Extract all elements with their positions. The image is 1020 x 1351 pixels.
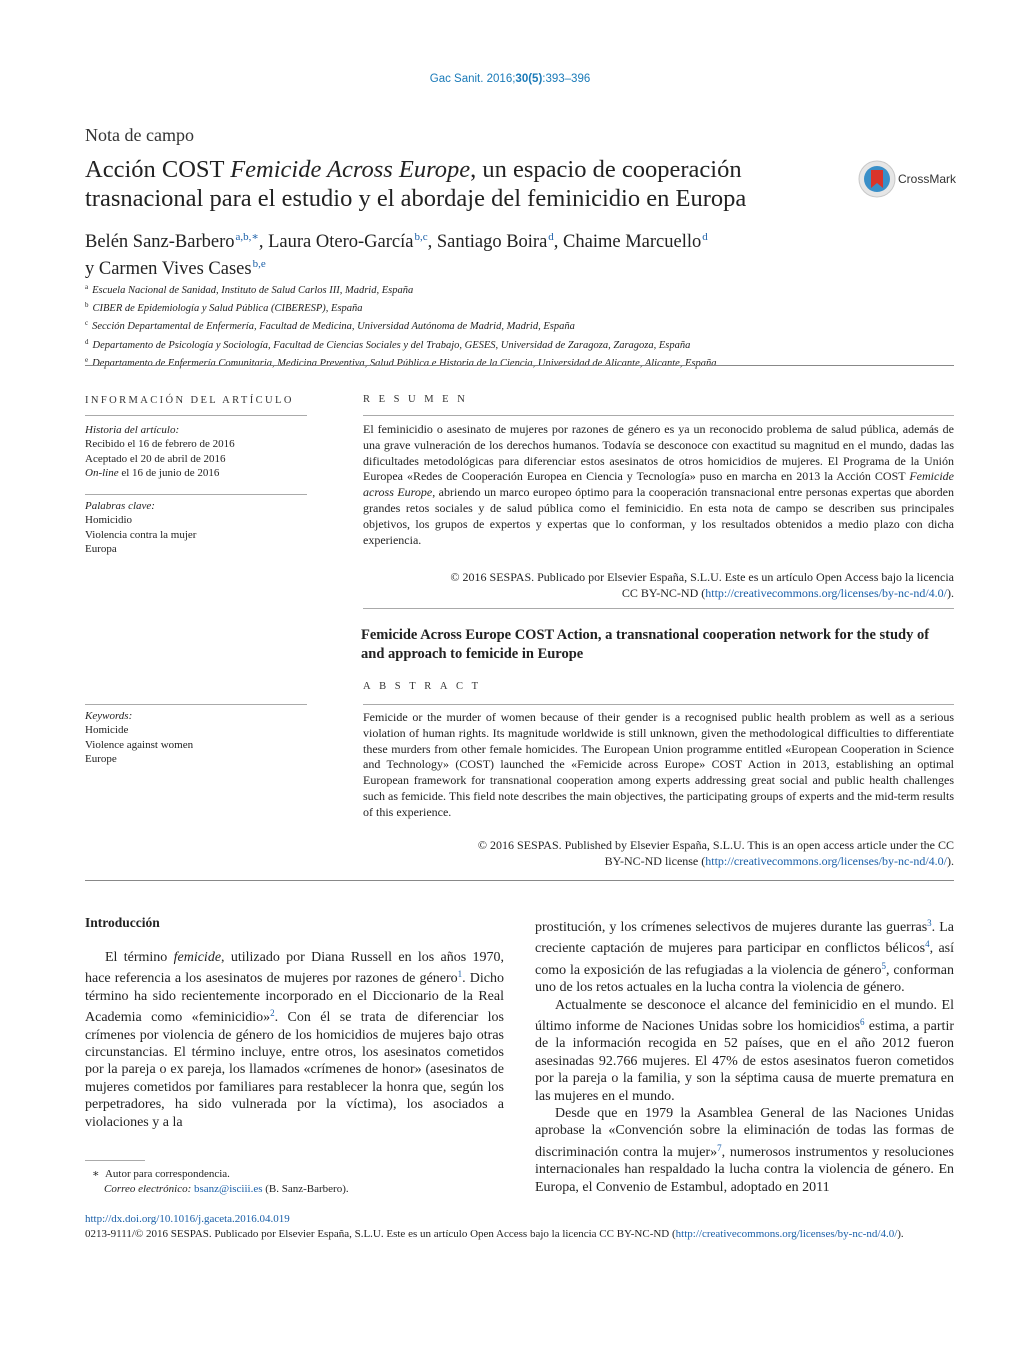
citation-ref[interactable]: 3 <box>927 918 932 928</box>
license-link[interactable]: http://creativecommons.org/licenses/by-nc-nd/4.0/ <box>705 853 947 868</box>
author-affiliation-marker[interactable]: a,b,∗ <box>235 231 259 243</box>
crossmark-icon <box>858 160 896 198</box>
intro-left-column: El término femicide, utilizado por Diana Russell en los años 1970, hace referencia a los asesinatos de mujeres por razones de género$^1$. Dicho término ha sido recientemente incorporado en el Diccionario de la Real Academia como «feminicidio»$^2$. Con él se trata de diferenciar los crímenes por violencia de género de los homicidios de mujeres bajo otras circunstancias. El término incluye, entre otros, los asesinatos cometidos por la pareja o ex pareja, los llamados «crímenes de honor» (asesinatos de mujeres cometidos por familiares para restablecer la honra que, según los perpetradores, ha sido vulnerada por la víctima), los asociados a violaciones y a la <box>85 950 505 1130</box>
online-date: On-line el 16 de junio de 2016 <box>85 467 220 480</box>
citation-ref[interactable]: 2 <box>270 1008 275 1019</box>
affiliation-item: $^e$ Departamento de Enfermería Comunitaria, Medicina Preventiva, Salud Pública e Historia de la Ciencia, Universidad de Alicante, Alicante, España <box>85 355 717 369</box>
intro-right-column: prostitución, y los crímenes selectivos de mujeres durante las guerras$^3$. La creciente captación de mujeres para participar en conflictos bélicos$^4$, así como la exposición de las refugiadas a la violencia de género$^5$, conforman uno de los retos actuales en la lucha contra la violencia de género. Actualmente se desconoce el alcance del feminicidio en el mundo. El último informe de Naciones Unidas sobre los homicidios$^6$ estima, a partir de la información recogida en 52 países, que en el año 2012 fueron asesinadas 92.766 mujeres. El 47% de estos asesinatos fueron cometidos por la pareja o la familia, y son la séptima causa de muerte prematura en las mujeres en el mundo. Desde que en 1979 la Asamblea General de las Naciones Unidas aprobase la «Convención sobre la eliminación de todas las formas de discriminación contra la mujer»$^7$, numerosos instrumentos y resoluciones internacionales han respaldado la lucha contra la violencia de género. En Europa, el Convenio de Estambul, adoptado en 2011 <box>535 918 955 1195</box>
affiliation-item: $^d$ Departamento de Psicología y Sociología, Facultad de Ciencias Sociales y del Trabajo, GESES, Universidad de Zaragoza, Zaragoza, España <box>85 337 691 351</box>
english-title: Femicide Across Europe COST Action, a transnational cooperation network for the study of and approach to femicide in Europe <box>361 627 930 662</box>
author-name: y Carmen Vives Cases <box>85 259 252 279</box>
title-part2: , un espacio de cooperación trasnacional para el estudio y el abordaje del feminicidio en Europa <box>85 156 747 212</box>
received-date: Recibido el 16 de febrero de 2016 <box>85 438 235 451</box>
keyword: Homicidio <box>85 514 133 527</box>
abstract-heading: ABSTRACT <box>363 681 487 692</box>
resumen-heading: RESUMEN <box>363 394 474 405</box>
citation-ref[interactable]: 1 <box>457 969 463 980</box>
title-italic: Femicide Across Europe <box>230 156 471 183</box>
journal-volume: 30 <box>515 73 529 85</box>
affiliation-item: $^a$ Escuela Nacional de Sanidad, Instituto de Salud Carlos III, Madrid, España <box>85 283 414 296</box>
resumen-end-divider <box>363 608 954 609</box>
author-affiliation-marker[interactable]: b,e <box>252 258 266 270</box>
journal-reference[interactable] <box>0 73 1020 85</box>
affiliation-item: $^b$ CIBER de Epidemiología y Salud Pública (CIBERESP), España <box>85 301 363 315</box>
section-label: Nota de campo <box>85 125 194 145</box>
citation-ref[interactable]: 4 <box>925 939 930 950</box>
citation-ref[interactable]: 7 <box>717 1142 722 1153</box>
license-link[interactable]: http://creativecommons.org/licenses/by-nc-nd/4.0/ <box>705 585 947 600</box>
article-history <box>85 423 307 481</box>
journal-prefix: Gac Sanit. 2016; <box>429 73 516 85</box>
affiliations <box>85 280 965 371</box>
author-affiliation-marker[interactable]: b,c <box>414 231 428 243</box>
history-label: Historia del artículo: <box>85 424 180 436</box>
keyword: Homicide <box>85 724 129 737</box>
author-name: Chaime Marcuello <box>563 232 702 252</box>
keywords-es <box>85 499 307 557</box>
correspondence-footnote: ∗ Autor para correspondencia. Correo electrónico: bsanz@isciii.es (B. Sanz-Barbero). <box>92 1168 349 1195</box>
affiliation-item: $^c$ Sección Departamental de Enfermería, Facultad de Medicina, Universidad Autónoma de Madrid, Madrid, España <box>85 319 575 333</box>
accepted-date: Aceptado el 20 de abril de 2016 <box>85 452 226 465</box>
author-name: Santiago Boira <box>436 232 548 252</box>
info-divider <box>85 415 307 416</box>
authors-line-1: Belén Sanz-Barbero$^{a,b,∗}$, Laura Otero-García$^{b,c}$, Santiago Boira$^d$, Chaime Marcuello$^d$ <box>85 231 708 252</box>
author-list <box>85 226 845 280</box>
citation-ref[interactable]: 5 <box>881 960 886 971</box>
header-divider <box>85 365 954 366</box>
keyword: Europe <box>85 753 117 766</box>
keyword: Violence against women <box>85 738 194 751</box>
keywords-en-label: Keywords: <box>85 710 133 722</box>
abstract-divider <box>363 704 954 705</box>
intro-heading: Introducción <box>85 915 160 930</box>
doi-link[interactable]: http://dx.doi.org/10.1016/j.gaceta.2016.04.019 <box>85 1213 290 1225</box>
author-name: Laura Otero-García <box>268 232 414 252</box>
keyword: Violencia contra la mujer <box>85 528 197 541</box>
crossmark-badge[interactable] <box>858 160 958 196</box>
info-divider <box>85 704 307 705</box>
keywords-en <box>85 709 307 767</box>
title-part1: Acción COST <box>85 156 231 183</box>
doi-license-block: http://dx.doi.org/10.1016/j.gaceta.2016.04.019 0213-9111/© 2016 SESPAS. Publicado por Elsevier España, S.L.U. Este es un artículo Open Access bajo la licencia CC BY-NC-ND (http://creativecommons.org/licenses/by-nc-nd/4.0/). <box>85 1213 904 1240</box>
citation-ref[interactable]: 6 <box>859 1017 865 1028</box>
keyword: Europa <box>85 543 117 556</box>
abstract-copyright: © 2016 SESPAS. Published by Elsevier España, S.L.U. This is an open access article under the CC BY-NC-ND license (http://creativecommons.org/licenses/by-nc-nd/4.0/). <box>477 838 954 868</box>
author-affiliation-marker[interactable]: d <box>702 231 708 243</box>
article-title <box>85 155 825 213</box>
keywords-label: Palabras clave: <box>85 500 155 512</box>
resumen-copyright: © 2016 SESPAS. Publicado por Elsevier España, S.L.U. Este es un artículo Open Access bajo la licencia CC BY-NC-ND (http://creativecommons.org/licenses/by-nc-nd/4.0/). <box>450 570 954 600</box>
resumen-divider <box>363 415 954 416</box>
license-link[interactable]: http://creativecommons.org/licenses/by-nc-nd/4.0/ <box>675 1227 898 1240</box>
resumen-text: El feminicidio o asesinato de mujeres por razones de género es ya un reconocido problema de salud pública, además de una grave vulneración de los derechos humanos. Todavía se desconoce con exactitud su magnitud en el mundo, dadas las dificultades metodológicas para diferenciar estos asesinatos de otros homicidios de mujeres. El Programa de la Unión Europea «Redes de Cooperación Europea en Ciencia y Tecnología» puso en marcha en 2013 la Acción COST Femicide across Europe, abriendo un marco europeo óptimo para la cooperación transnacional entre personas expertas que aborden grandes retos sociales y de salud pública como el feminicidio. En esta nota de campo se describen sus principales objetivos, los grupos de expertos y expertas que lo conforman, y los resultados obtenidos a medio plazo con dicha experiencia. <box>363 422 954 547</box>
authors-line-2 <box>85 253 845 280</box>
journal-pages: :393–396 <box>542 73 591 85</box>
email-link[interactable]: bsanz@isciii.es <box>194 1182 263 1195</box>
article-info-heading: INFORMACIÓN DEL ARTÍCULO <box>85 395 294 406</box>
info-divider <box>85 494 307 495</box>
abstract-end-divider <box>85 880 954 881</box>
footnote-divider <box>85 1160 145 1161</box>
abstract-text: Femicide or the murder of women because of their gender is a recognised public health problem as well as a serious violation of human rights. Its magnitude worldwide is still unknown, given the methodological difficulties to differentiate these murders from other female homicides. The European Union programme entitled «European Cooperation in Science and Technology» (COST) launched the «Femicide across Europe» COST Action in 2013, establishing an optimal European framework for transnational cooperation among experts addressing great social and public health challenges such as femicide. This field note describes the main objectives, the participating groups of experts and the mid-term results of this experience. <box>363 710 954 819</box>
author-name: Belén Sanz-Barbero <box>85 232 235 252</box>
journal-issue: (5) <box>528 73 543 85</box>
author-affiliation-marker[interactable]: d <box>548 231 554 243</box>
crossmark-label: CrossMark <box>898 172 957 186</box>
